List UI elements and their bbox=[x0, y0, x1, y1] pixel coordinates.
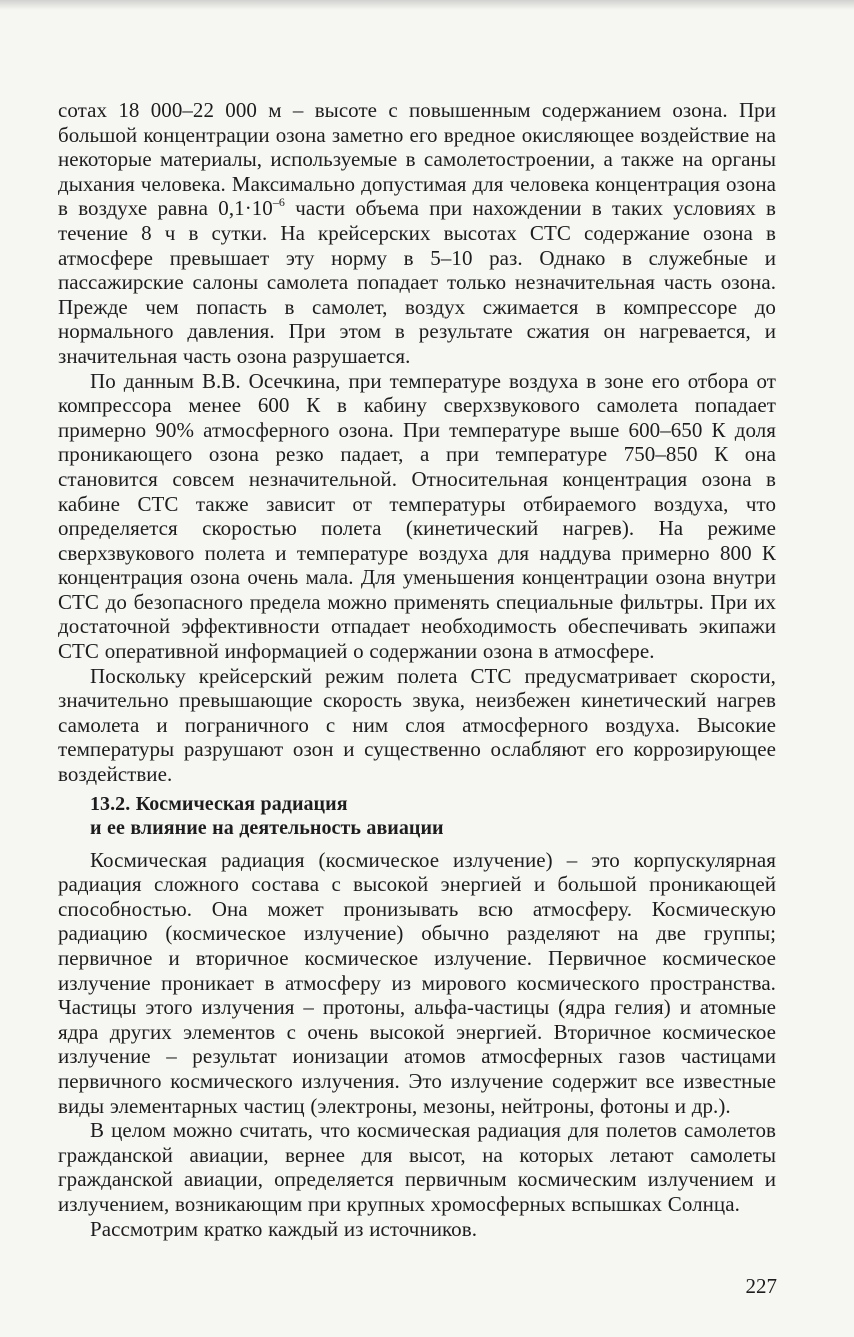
paragraph-osechkin-data: По данным В.В. Осечкина, при температуре воздуха в зоне его отбора от компрессора менее 600 К в кабину сверхзвукового самолета попадает примерно 90% атмосферного озона. При температуре выше 600–650 К доля проникающего озона резко падает, а при температуре 750–850 К она становится совсем незначительной. Относительная концентрация озона в кабине СТС также зависит от температуры отбираемого воздуха, что определяется скоростью полета (кинетический нагрев). На режиме сверхзвукового полета и температуре воздуха для наддува примерно 800 К концентрация озона очень мала. Для уменьшения концентрации озона внутри СТС до безопасного предела можно применять специальные фильтры. При их достаточной эффективности отпадает необходимость обеспечивать экипажи СТС оперативной информацией о содержании озона в атмосфере. bbox=[58, 368, 776, 664]
paragraph-ozone-cruise-altitude bbox=[58, 98, 776, 369]
page-text bbox=[58, 98, 776, 1241]
section-heading-line-2: и ее влияние на деятельность авиации bbox=[90, 816, 444, 839]
scan-top-shadow bbox=[0, 0, 854, 10]
paragraph-sources-intro: Рассмотрим кратко каждый из источников. bbox=[90, 1216, 477, 1241]
ozone-exponent: –6 bbox=[272, 195, 285, 210]
paragraph-ozone-text-end: части объема при нахождении в таких условиях в течение 8 ч в сутки. На крейсерских высотах СТС содержание озона в атмосфере превышает эту норму в 5–10 раз. Однако в служебные и пассажирские салоны самолета попадает только незначительная часть озона. Прежде чем попасть в самолет, воздух сжимается в компрессоре до нормального давления. При этом в результате сжатия он нагревается, и значительная часть озона разрушается. bbox=[58, 196, 776, 368]
section-heading bbox=[90, 792, 776, 840]
paragraph-kinetic-heating: Поскольку крейсерский режим полета СТС предусматривает скорости, значительно превышающие скорость звука, неизбежен кинетический нагрев самолета и пограничного с ним слоя атмосферного воздуха. Высокие температуры разрушают озон и существенно ослабляют его коррозирующее воздействие. bbox=[58, 663, 776, 787]
paragraph-cosmic-radiation-definition: Космическая радиация (космическое излучение) – это корпускулярная радиация сложного состава с высокой энергией и большой проникающей способностью. Она может пронизывать всю атмосферу. Космическую радиацию (космическое излучение) обычно разделяют на две группы; первичное и вторичное космическое излучение. Первичное космическое излучение проникает в атмосферу из мирового космического пространства. Частицы этого излучения – протоны, альфа-частицы (ядра гелия) и атомные ядра других элементов с очень высокой энергией. Вторичное космическое излучение – результат ионизации атомов атмосферных газов частицами первичного космического излучения. Это излучение содержит все известные виды элементарных частиц (электроны, мезоны, нейтроны, фотоны и др.). bbox=[58, 847, 776, 1118]
paragraph-civil-aviation-radiation: В целом можно считать, что космическая радиация для полетов самолетов гражданской авиации, вернее для высот, на которых летают самолеты гражданской авиации, определяется первичным космическим излучением и излучением, возникающим при крупных хромосферных вспышках Солнца. bbox=[58, 1118, 776, 1216]
section-heading-line-1: 13.2. Космическая радиация bbox=[90, 792, 348, 815]
paragraph-ozone-text-start: сотах 18 000–22 000 м – высоте с повышенным содержанием озона. При большой концентрации озона заметно его вредное окисляющее воздействие на некоторые материалы, используемые в самолетостроении, а также на органы дыхания человека. Максимально допустимая для человека концентрация озона в воздухе равна 0,1·10 bbox=[58, 98, 776, 221]
page-number: 227 bbox=[745, 1274, 777, 1298]
